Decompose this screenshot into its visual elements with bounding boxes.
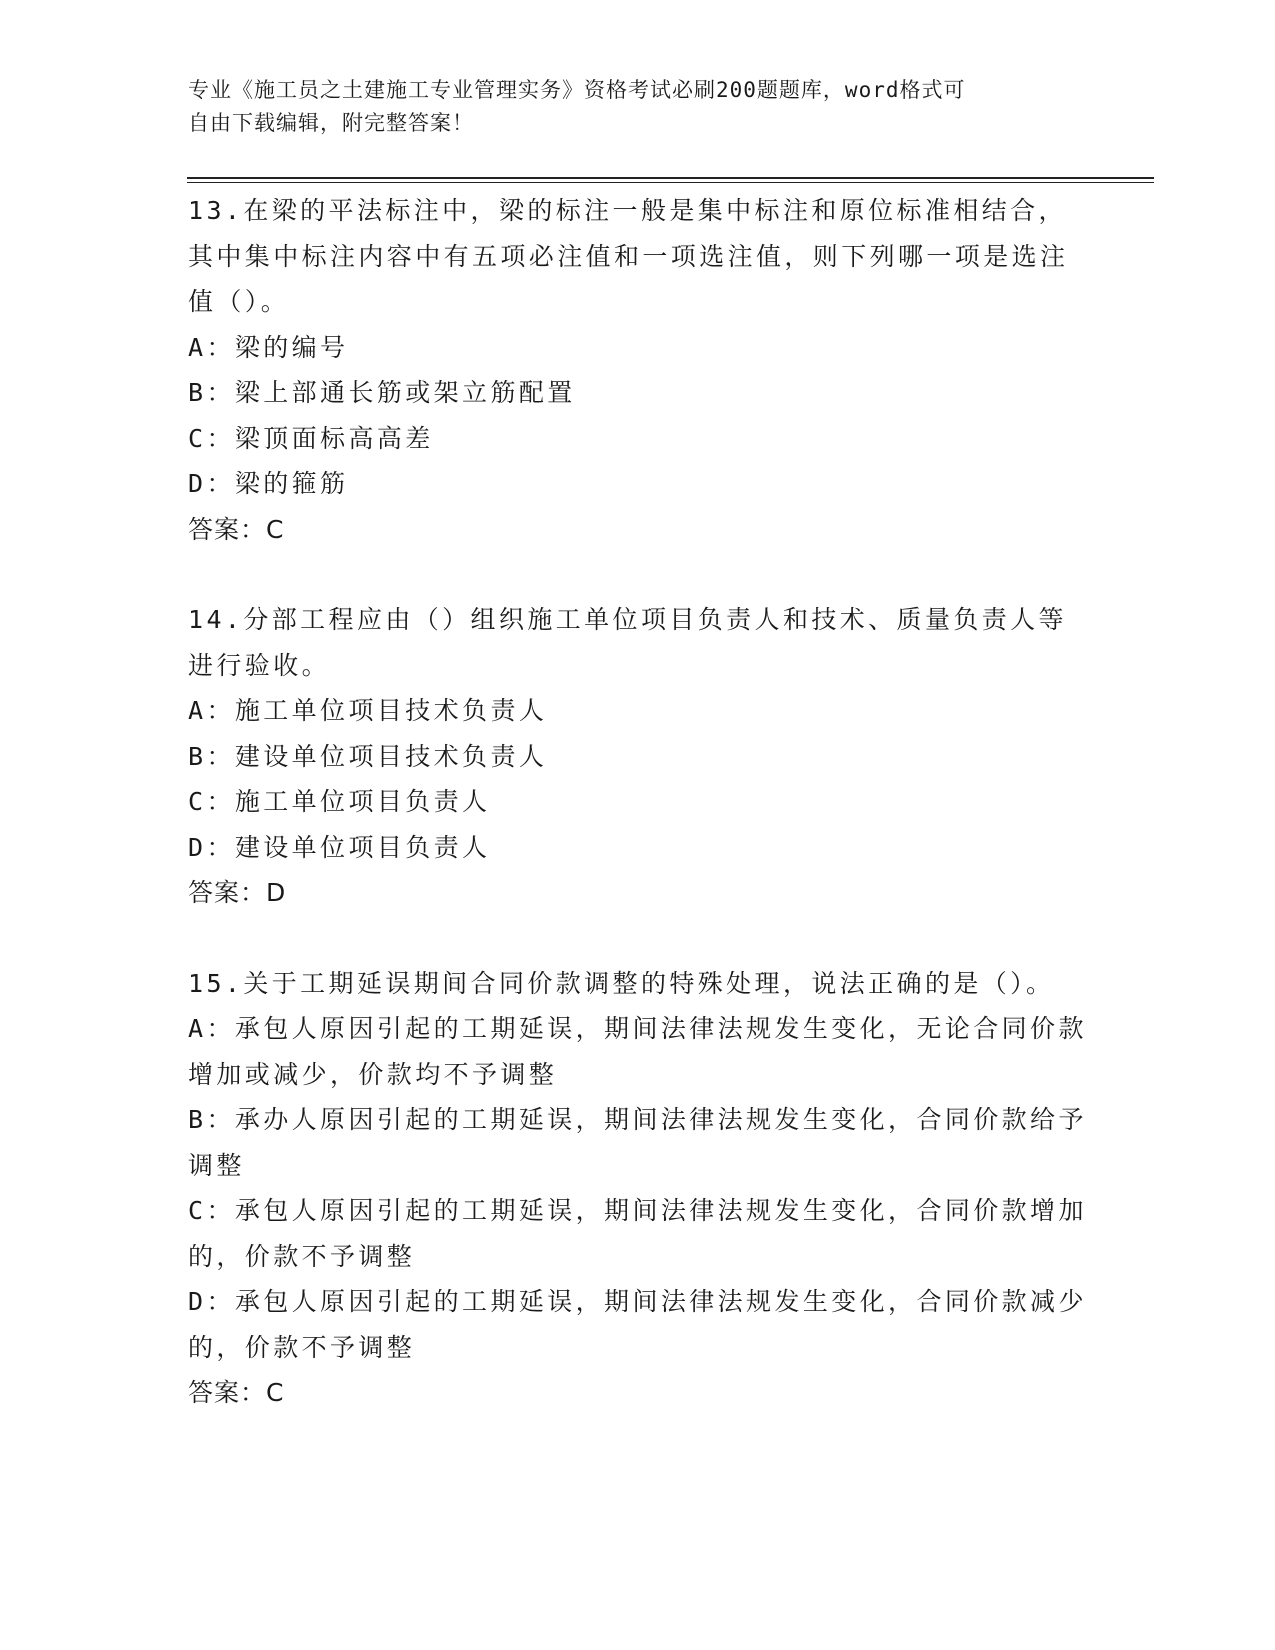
question-14 xyxy=(188,597,1088,916)
question-text: 13.在梁的平法标注中，梁的标注一般是集中标注和原位标准相结合，其中集中标注内容中有五项必注值和一项选注值，则下列哪一项是选注值（）。 xyxy=(188,196,1069,316)
option-c: C：承包人原因引起的工期延误，期间法律法规发生变化，合同价款增加的，价款不予调整 xyxy=(188,1196,1087,1271)
header-line-2: 自由下载编辑，附完整答案！ xyxy=(188,111,474,135)
answer: 答案：C xyxy=(188,1378,285,1407)
option-d: D：承包人原因引起的工期延误，期间法律法规发生变化，合同价款减少的，价款不予调整 xyxy=(188,1287,1087,1362)
option-a: A：承包人原因引起的工期延误，期间法律法规发生变化，无论合同价款增加或减少，价款均不予调整 xyxy=(188,1014,1087,1089)
question-13 xyxy=(188,188,1088,552)
option-c: C：梁顶面标高高差 xyxy=(188,423,434,453)
header-divider-thin xyxy=(187,182,1154,183)
answer: 答案：C xyxy=(188,514,285,544)
header-line-1: 专业《施工员之土建施工专业管理实务》资格考试必刷200题题库，word格式可 xyxy=(188,78,966,102)
option-d: D：建设单位项目负责人 xyxy=(188,832,491,862)
option-b: B：建设单位项目技术负责人 xyxy=(188,741,548,771)
question-text: 14.分部工程应由（）组织施工单位项目负责人和技术、质量负责人等进行验收。 xyxy=(188,605,1067,680)
question-list xyxy=(188,188,1088,1416)
option-a: A：施工单位项目技术负责人 xyxy=(188,696,548,725)
option-b: B：梁上部通长筋或架立筋配置 xyxy=(188,378,576,407)
option-b: B：承办人原因引起的工期延误，期间法律法规发生变化，合同价款给予调整 xyxy=(188,1105,1087,1180)
option-c: C：施工单位项目负责人 xyxy=(188,787,491,816)
answer: 答案：D xyxy=(188,878,287,907)
option-a: A：梁的编号 xyxy=(188,332,349,362)
header-divider-thick xyxy=(187,177,1154,179)
question-text: 15.关于工期延误期间合同价款调整的特殊处理，说法正确的是（）。 xyxy=(188,968,1055,998)
document-header xyxy=(188,74,1068,140)
option-d: D：梁的箍筋 xyxy=(188,469,349,498)
question-15 xyxy=(188,961,1088,1416)
